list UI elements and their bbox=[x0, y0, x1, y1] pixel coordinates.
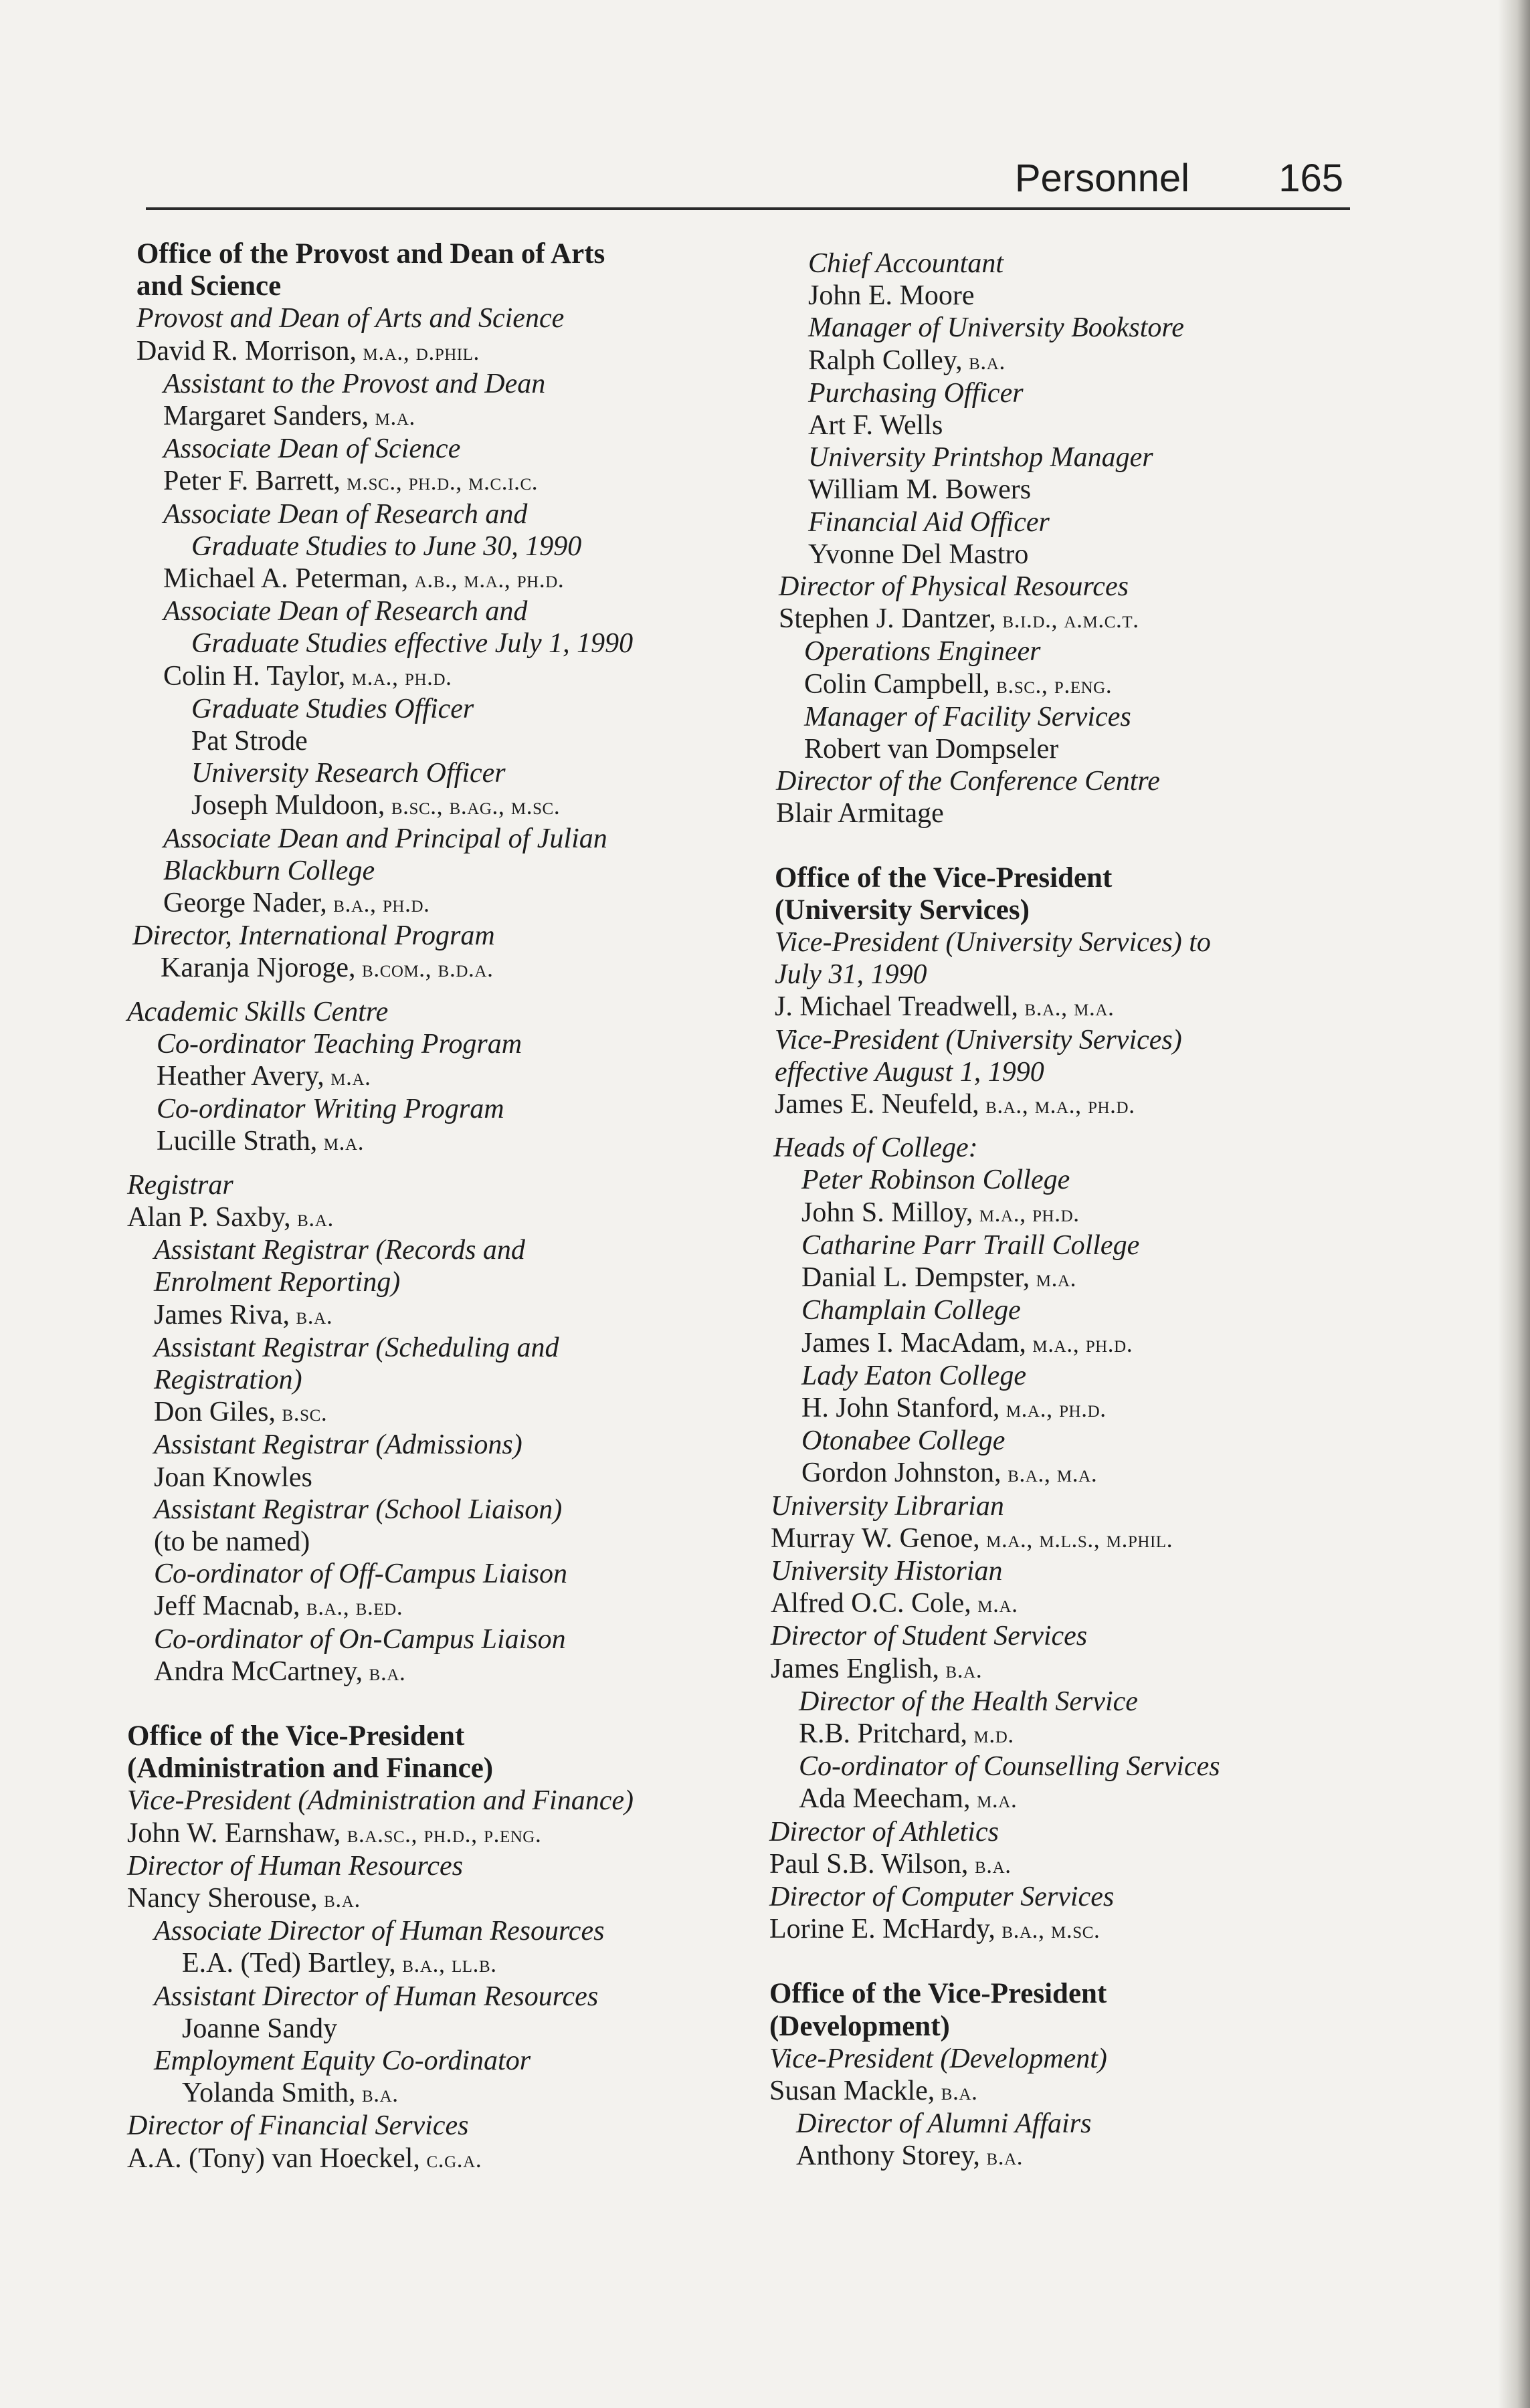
line-text: Ralph Colley, bbox=[808, 344, 963, 376]
line-text: Assistant Registrar (School Liaison) bbox=[154, 1494, 563, 1525]
person-name bbox=[127, 465, 763, 498]
line-text: Operations Engineer bbox=[804, 636, 1041, 668]
position-title bbox=[127, 595, 763, 627]
degrees: b.a. bbox=[968, 1851, 1012, 1878]
position-title bbox=[127, 2045, 763, 2077]
line-text: Academic Skills Centre bbox=[127, 996, 389, 1027]
line-text: Provost and Dean of Arts and Science bbox=[136, 303, 565, 334]
line-text: Michael A. Peterman, bbox=[163, 563, 409, 595]
line-text: (Development) bbox=[769, 2010, 950, 2042]
position-title bbox=[127, 1169, 763, 1201]
line-text: Associate Dean of Science bbox=[163, 433, 461, 465]
line-text: Colin Campbell, bbox=[804, 668, 990, 700]
degrees: m.a. bbox=[970, 1786, 1018, 1813]
line-text: University Printshop Manager bbox=[808, 442, 1153, 474]
degrees: b.a., ph.d. bbox=[326, 890, 430, 918]
degrees: b.sc., b.ag., m.sc. bbox=[385, 793, 561, 820]
person-name bbox=[769, 344, 1371, 377]
line-text: Office of the Vice-President bbox=[127, 1720, 465, 1752]
degrees: b.a. bbox=[355, 2080, 399, 2108]
line-text: James English, bbox=[771, 1653, 939, 1684]
position-title bbox=[769, 926, 1371, 959]
line-text: Chief Accountant bbox=[808, 248, 1004, 279]
person-name bbox=[769, 1783, 1371, 1815]
line-text: Art F. Wells bbox=[808, 410, 943, 441]
person-name bbox=[769, 1392, 1371, 1425]
section-spacer bbox=[769, 830, 1371, 862]
position-title bbox=[769, 635, 1371, 668]
degrees: m.a. bbox=[1030, 1265, 1077, 1292]
line-text: Co-ordinator of Off-Campus Liaison bbox=[154, 1559, 568, 1590]
position-title bbox=[127, 1234, 763, 1266]
degrees: m.a., ph.d. bbox=[999, 1395, 1107, 1422]
person-name bbox=[127, 1947, 763, 1980]
person-name bbox=[127, 1396, 763, 1429]
line-text: A.A. (Tony) van Hoeckel, bbox=[127, 2142, 420, 2174]
line-text: Don Giles, bbox=[154, 1397, 276, 1428]
line-text: Assistant to the Provost and Dean bbox=[163, 368, 546, 399]
line-text: Pat Strode bbox=[191, 726, 308, 757]
position-title bbox=[769, 1555, 1371, 1587]
line-text: Robert van Dompseler bbox=[804, 734, 1059, 765]
line-text: Jeff Macnab, bbox=[154, 1591, 300, 1622]
line-text: H. John Stanford, bbox=[801, 1392, 1000, 1423]
section-spacer bbox=[127, 1688, 763, 1720]
line-text: David R. Morrison, bbox=[136, 335, 357, 367]
line-text: Alfred O.C. Cole, bbox=[771, 1588, 971, 1619]
person-name bbox=[769, 991, 1371, 1023]
line-text: Director of Physical Resources bbox=[779, 571, 1129, 603]
section-heading bbox=[127, 270, 763, 302]
person-name bbox=[127, 660, 763, 693]
position-title bbox=[769, 2108, 1371, 2140]
position-title bbox=[769, 1132, 1371, 1164]
person-name bbox=[769, 603, 1371, 635]
degrees: m.d. bbox=[967, 1720, 1014, 1748]
running-header bbox=[146, 153, 1350, 206]
line-text: Vice-President (University Services) bbox=[775, 1024, 1182, 1056]
degrees: b.a., m.sc. bbox=[995, 1916, 1101, 1944]
degrees: b.a., b.ed. bbox=[300, 1593, 403, 1621]
position-title bbox=[769, 1164, 1371, 1196]
line-text: George Nader, bbox=[163, 888, 327, 919]
person-name bbox=[127, 400, 763, 433]
line-text: Enrolment Reporting) bbox=[154, 1267, 401, 1298]
section-title: Personnel bbox=[1014, 157, 1189, 200]
line-text: Joan Knowles bbox=[154, 1462, 312, 1493]
person-name bbox=[127, 1299, 763, 1332]
degrees: a.b., m.a., ph.d. bbox=[408, 566, 565, 593]
line-text: Manager of Facility Services bbox=[804, 701, 1131, 732]
position-title bbox=[769, 312, 1371, 344]
degrees: b.a. bbox=[289, 1302, 333, 1329]
position-title bbox=[769, 1816, 1371, 1848]
line-text: Peter F. Barrett, bbox=[163, 466, 341, 497]
position-title bbox=[127, 1429, 763, 1461]
person-name bbox=[127, 1656, 763, 1688]
position-title bbox=[127, 693, 763, 725]
degrees: b.a., m.a., ph.d. bbox=[979, 1092, 1135, 1119]
position-title bbox=[127, 1093, 763, 1125]
degrees: b.a. bbox=[363, 1658, 406, 1686]
left-column bbox=[127, 238, 763, 2175]
line-text: Director of Student Services bbox=[771, 1621, 1088, 1652]
position-title bbox=[769, 1024, 1371, 1056]
degrees: b.a. bbox=[979, 2143, 1024, 2171]
position-title bbox=[127, 302, 763, 334]
section-spacer bbox=[769, 1946, 1371, 1978]
position-title bbox=[769, 441, 1371, 474]
person-name bbox=[769, 280, 1371, 312]
position-title bbox=[769, 765, 1371, 797]
line-text: Director of Athletics bbox=[769, 1816, 999, 1847]
degrees: b.sc., p.eng. bbox=[989, 671, 1113, 698]
position-title bbox=[769, 1881, 1371, 1913]
position-title bbox=[769, 1360, 1371, 1392]
position-title bbox=[127, 1981, 763, 2013]
line-text: Nancy Sherouse, bbox=[127, 1882, 318, 1914]
degrees: m.a., ph.d. bbox=[973, 1199, 1080, 1227]
line-text: Murray W. Genoe, bbox=[771, 1522, 980, 1554]
line-text: Lorine E. McHardy, bbox=[769, 1914, 995, 1945]
person-name bbox=[769, 1327, 1371, 1360]
line-text: (to be named) bbox=[154, 1526, 310, 1557]
line-text: Blackburn College bbox=[163, 855, 375, 886]
person-name bbox=[769, 1913, 1371, 1946]
line-text: and Science bbox=[136, 270, 282, 302]
person-name bbox=[769, 409, 1371, 441]
position-title bbox=[769, 1750, 1371, 1783]
line-text: Paul S.B. Wilson, bbox=[769, 1848, 969, 1880]
position-title bbox=[127, 1785, 763, 1817]
person-name bbox=[127, 887, 763, 920]
position-title bbox=[769, 1490, 1371, 1522]
person-name bbox=[769, 474, 1371, 506]
line-text: Joanne Sandy bbox=[182, 2013, 338, 2044]
person-name bbox=[127, 789, 763, 822]
line-text: Graduate Studies effective July 1, 1990 bbox=[191, 628, 634, 660]
person-name bbox=[769, 733, 1371, 765]
position-title bbox=[769, 1686, 1371, 1718]
position-title bbox=[127, 1028, 763, 1060]
position-title bbox=[127, 1494, 763, 1526]
right-column bbox=[769, 247, 1371, 2173]
line-text: Vice-President (Development) bbox=[769, 2043, 1107, 2074]
line-text: Associate Director of Human Resources bbox=[154, 1916, 605, 1947]
line-text: Champlain College bbox=[801, 1295, 1021, 1326]
position-title bbox=[127, 2110, 763, 2142]
position-title bbox=[769, 701, 1371, 733]
line-text: effective August 1, 1990 bbox=[775, 1056, 1044, 1088]
line-text: Blair Armitage bbox=[776, 798, 944, 829]
line-text: Employment Equity Co-ordinator bbox=[154, 2045, 531, 2076]
line-text: Alan P. Saxby, bbox=[127, 1201, 291, 1233]
line-text: John E. Moore bbox=[808, 280, 975, 312]
person-name bbox=[769, 1522, 1371, 1555]
line-text: R.B. Pritchard, bbox=[799, 1718, 967, 1749]
position-title bbox=[127, 855, 763, 887]
person-name bbox=[769, 1848, 1371, 1881]
position-title bbox=[127, 368, 763, 400]
position-title bbox=[769, 506, 1371, 538]
line-text: Vice-President (Administration and Finance) bbox=[127, 1785, 634, 1817]
position-title bbox=[769, 1056, 1371, 1088]
line-text: Karanja Njoroge, bbox=[161, 952, 356, 984]
person-name bbox=[769, 1587, 1371, 1620]
person-name bbox=[769, 797, 1371, 829]
line-text: Office of the Vice-President bbox=[769, 1978, 1107, 2010]
degrees: m.a. bbox=[971, 1591, 1018, 1618]
position-title bbox=[769, 1620, 1371, 1652]
line-text: William M. Bowers bbox=[808, 474, 1032, 506]
position-title bbox=[769, 1294, 1371, 1326]
person-name bbox=[127, 1817, 763, 1850]
line-text: Ada Meecham, bbox=[799, 1783, 971, 1815]
line-text: Stephen J. Dantzer, bbox=[779, 603, 996, 635]
line-text: John W. Earnshaw, bbox=[127, 1817, 341, 1849]
line-text: Peter Robinson College bbox=[801, 1165, 1070, 1196]
line-text: July 31, 1990 bbox=[775, 959, 927, 991]
person-name bbox=[127, 2013, 763, 2045]
person-name bbox=[769, 1718, 1371, 1750]
line-text: Andra McCartney, bbox=[154, 1656, 363, 1687]
person-name bbox=[127, 1526, 763, 1558]
line-text: Graduate Studies to June 30, 1990 bbox=[191, 530, 582, 562]
section-spacer bbox=[127, 1159, 763, 1169]
person-name bbox=[769, 1088, 1371, 1121]
line-text: Financial Aid Officer bbox=[808, 506, 1050, 538]
line-text: James I. MacAdam, bbox=[801, 1327, 1026, 1359]
position-title bbox=[127, 1364, 763, 1396]
line-text: Graduate Studies Officer bbox=[191, 693, 474, 724]
line-text: Otonabee College bbox=[801, 1425, 1006, 1457]
line-text: Director of Computer Services bbox=[769, 1881, 1115, 1912]
line-text: Director of the Health Service bbox=[799, 1686, 1138, 1717]
line-text: John S. Milloy, bbox=[801, 1197, 973, 1228]
line-text: Director of Alumni Affairs bbox=[796, 2108, 1092, 2140]
page-number: 165 bbox=[1278, 157, 1343, 200]
line-text: Assistant Registrar (Admissions) bbox=[154, 1429, 522, 1461]
position-title bbox=[127, 627, 763, 660]
degrees: b.a., ll.b. bbox=[395, 1950, 497, 1978]
line-text: Lady Eaton College bbox=[801, 1360, 1026, 1391]
person-name bbox=[769, 668, 1371, 701]
person-name bbox=[127, 1201, 763, 1234]
person-name bbox=[769, 2140, 1371, 2173]
degrees: b.a.sc., ph.d., p.eng. bbox=[341, 1820, 542, 1847]
position-title bbox=[769, 571, 1371, 603]
degrees: b.sc. bbox=[276, 1399, 328, 1427]
person-name bbox=[127, 952, 763, 985]
person-name bbox=[127, 335, 763, 368]
degrees: m.a., m.l.s., m.phil. bbox=[979, 1525, 1173, 1552]
degrees: b.i.d., a.m.c.t. bbox=[995, 606, 1139, 633]
line-text: Office of the Vice-President bbox=[775, 862, 1113, 894]
line-text: (University Services) bbox=[775, 894, 1030, 926]
section-heading bbox=[127, 1752, 763, 1785]
position-title bbox=[127, 757, 763, 789]
line-text: Registration) bbox=[154, 1364, 302, 1395]
degrees: b.a., m.a. bbox=[1001, 1460, 1098, 1488]
line-text: Gordon Johnston, bbox=[801, 1458, 1001, 1489]
section-spacer bbox=[769, 1121, 1371, 1132]
position-title bbox=[127, 1332, 763, 1364]
line-text: Co-ordinator of Counselling Services bbox=[799, 1751, 1220, 1783]
line-text: Purchasing Officer bbox=[808, 377, 1024, 409]
line-text: Assistant Director of Human Resources bbox=[154, 1981, 599, 2012]
section-heading bbox=[769, 894, 1371, 926]
section-heading bbox=[127, 238, 763, 270]
position-title bbox=[769, 1229, 1371, 1262]
position-title bbox=[127, 433, 763, 465]
degrees: m.a., ph.d. bbox=[345, 663, 452, 690]
person-name bbox=[127, 1462, 763, 1494]
line-text: Registrar bbox=[127, 1169, 233, 1201]
line-text: Co-ordinator of On-Campus Liaison bbox=[154, 1623, 566, 1655]
section-heading bbox=[127, 1720, 763, 1752]
line-text: Co-ordinator Teaching Program bbox=[157, 1028, 522, 1060]
position-title bbox=[127, 996, 763, 1028]
position-title bbox=[769, 377, 1371, 409]
line-text: University Research Officer bbox=[191, 758, 506, 789]
degrees: m.a., ph.d. bbox=[1026, 1330, 1133, 1357]
person-name bbox=[127, 1060, 763, 1093]
degrees: b.a. bbox=[939, 1656, 983, 1683]
line-text: University Librarian bbox=[771, 1490, 1004, 1522]
line-text: Margaret Sanders, bbox=[163, 401, 369, 432]
position-title bbox=[127, 920, 763, 952]
line-text: Director, International Program bbox=[132, 920, 495, 952]
person-name bbox=[127, 725, 763, 757]
line-text: Office of the Provost and Dean of Arts bbox=[136, 238, 605, 270]
line-text: (Administration and Finance) bbox=[127, 1752, 494, 1785]
person-name bbox=[127, 1590, 763, 1623]
line-text: Assistant Registrar (Scheduling and bbox=[154, 1332, 559, 1363]
position-title bbox=[769, 247, 1371, 280]
degrees: m.a. bbox=[317, 1128, 365, 1156]
person-name bbox=[127, 563, 763, 595]
line-text: Co-ordinator Writing Program bbox=[157, 1094, 504, 1125]
degrees: b.a., m.a. bbox=[1018, 994, 1115, 1021]
position-title bbox=[127, 1850, 763, 1882]
line-text: Heather Avery, bbox=[157, 1061, 324, 1092]
degrees: m.a. bbox=[324, 1064, 371, 1091]
person-name bbox=[769, 2075, 1371, 2108]
degrees: b.com., b.d.a. bbox=[355, 955, 494, 983]
person-name bbox=[127, 1882, 763, 1915]
position-title bbox=[127, 1266, 763, 1298]
degrees: m.sc., ph.d., m.c.i.c. bbox=[340, 468, 539, 496]
line-text: Anthony Storey, bbox=[796, 2140, 980, 2172]
degrees: c.g.a. bbox=[419, 2145, 482, 2173]
position-title bbox=[127, 1623, 763, 1656]
position-title bbox=[769, 2043, 1371, 2075]
line-text: Heads of College: bbox=[773, 1132, 978, 1164]
degrees: b.a. bbox=[962, 347, 1006, 375]
line-text: Assistant Registrar (Records and bbox=[154, 1235, 525, 1266]
degrees: b.a. bbox=[290, 1204, 334, 1231]
person-name bbox=[769, 538, 1371, 571]
section-heading bbox=[769, 1978, 1371, 2010]
position-title bbox=[127, 1915, 763, 1947]
section-spacer bbox=[127, 985, 763, 996]
section-heading bbox=[769, 2011, 1371, 2043]
line-text: Associate Dean of Research and bbox=[163, 596, 528, 627]
line-text: Yvonne Del Mastro bbox=[808, 538, 1029, 570]
line-text: Colin H. Taylor, bbox=[163, 660, 346, 692]
line-text: Catharine Parr Traill College bbox=[801, 1229, 1140, 1261]
line-text: Director of Human Resources bbox=[127, 1850, 463, 1882]
line-text: Associate Dean of Research and bbox=[163, 498, 528, 530]
degrees: b.a. bbox=[935, 2078, 978, 2105]
line-text: Danial L. Dempster, bbox=[801, 1262, 1030, 1294]
section-heading bbox=[769, 862, 1371, 894]
line-text: James Riva, bbox=[154, 1299, 290, 1330]
person-name bbox=[769, 1197, 1371, 1229]
line-text: Susan Mackle, bbox=[769, 2075, 935, 2106]
person-name bbox=[127, 2077, 763, 2110]
line-text: Director of the Conference Centre bbox=[776, 766, 1160, 797]
position-title bbox=[127, 823, 763, 855]
position-title bbox=[127, 498, 763, 530]
line-text: Joseph Muldoon, bbox=[191, 790, 385, 821]
degrees: m.a. bbox=[369, 403, 415, 431]
line-text: E.A. (Ted) Bartley, bbox=[182, 1948, 396, 1979]
line-text: J. Michael Treadwell, bbox=[775, 991, 1018, 1023]
header-rule bbox=[146, 207, 1350, 210]
line-text: Associate Dean and Principal of Julian bbox=[163, 823, 607, 854]
line-text: Yolanda Smith, bbox=[182, 2078, 356, 2109]
page-edge-shadow bbox=[1498, 0, 1530, 2408]
line-text: Vice-President (University Services) to bbox=[775, 927, 1211, 959]
line-text: University Historian bbox=[771, 1555, 1003, 1587]
person-name bbox=[127, 1125, 763, 1158]
position-title bbox=[769, 1425, 1371, 1457]
line-text: Manager of University Bookstore bbox=[808, 312, 1184, 344]
line-text: James E. Neufeld, bbox=[775, 1089, 979, 1120]
position-title bbox=[769, 959, 1371, 991]
person-name bbox=[127, 2142, 763, 2175]
position-title bbox=[127, 1558, 763, 1590]
person-name bbox=[769, 1457, 1371, 1490]
degrees: m.a., d.phil. bbox=[357, 338, 480, 365]
line-text: Lucille Strath, bbox=[157, 1126, 318, 1157]
position-title bbox=[127, 530, 763, 563]
person-name bbox=[769, 1262, 1371, 1294]
line-text: Director of Financial Services bbox=[127, 2110, 469, 2142]
degrees: b.a. bbox=[317, 1885, 361, 1912]
person-name bbox=[769, 1653, 1371, 1686]
